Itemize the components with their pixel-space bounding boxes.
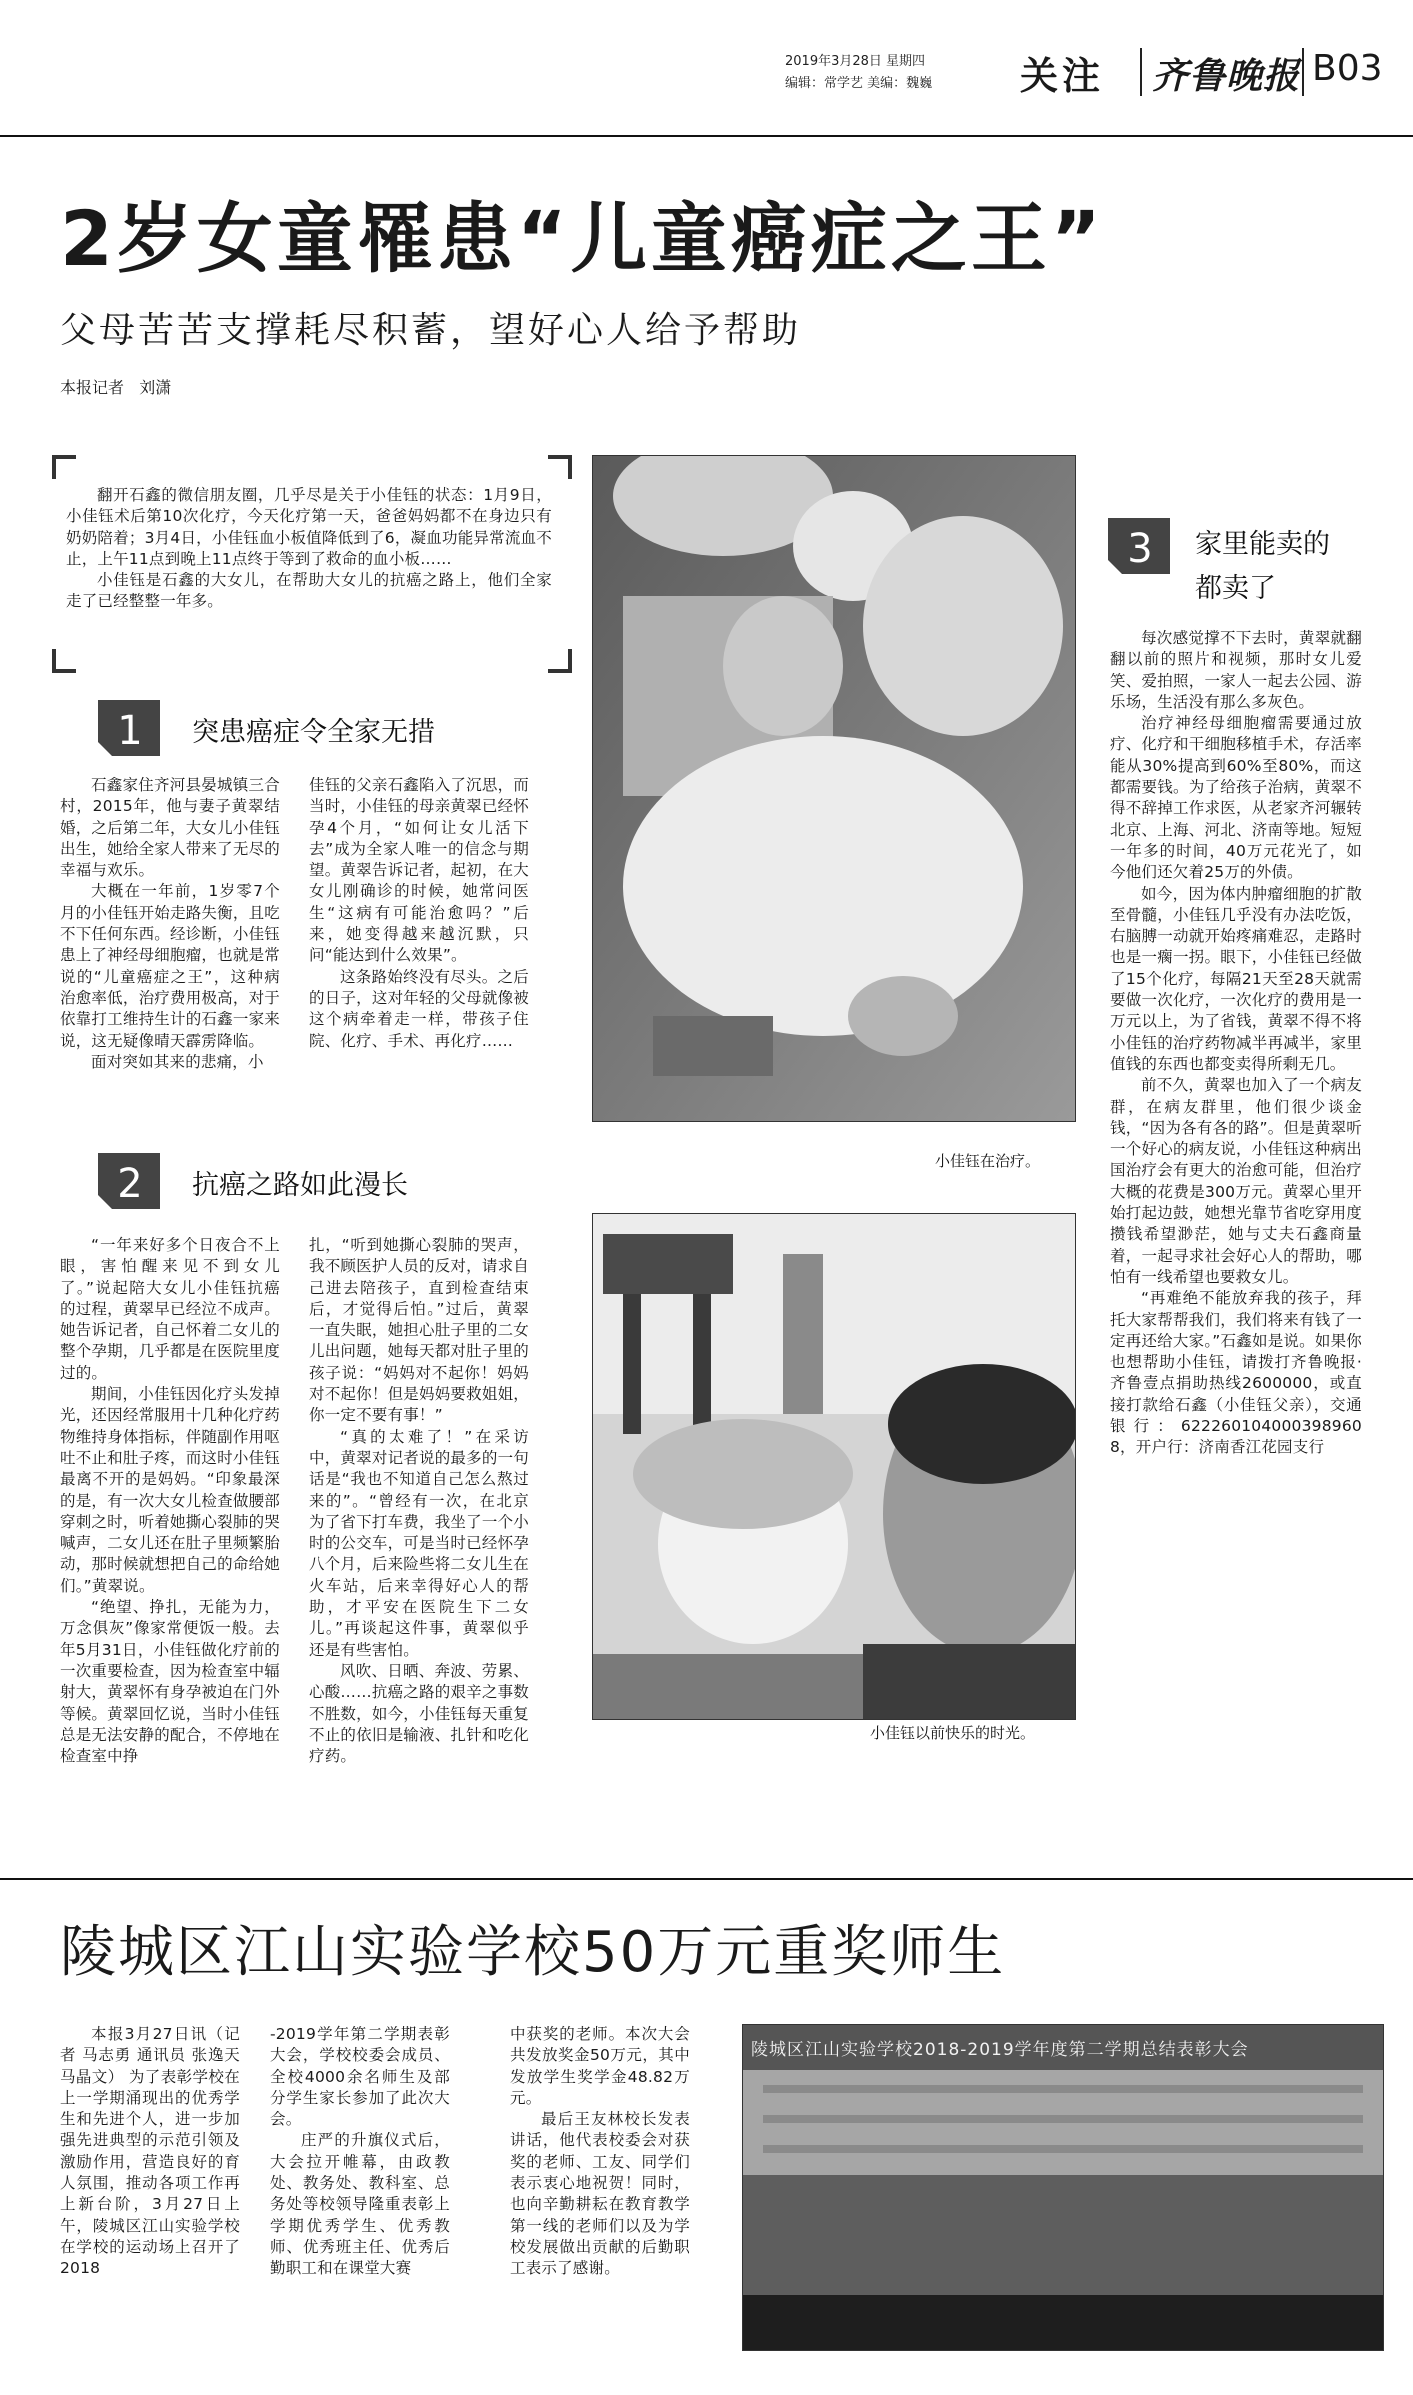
section-number-badge	[98, 700, 160, 756]
paper-logo: 齐鲁晚报	[1152, 55, 1301, 97]
story-divider	[0, 1878, 1413, 1880]
photo-happy-times	[592, 1213, 1076, 1720]
paragraph: 如今，因为体内肿瘤细胞的扩散至骨髓，小佳钰几乎没有办法吃饭，右脑膊一动就开始疼痛难忍，走路时也是一瘸一拐。眼下，小佳钰已经做了15个化疗，每隔21天至28天就需要做一次化疗，一次化疗的费用是一万元以上，为了省钱，黄翠不得不将小佳钰的治疗药物减半再减半，家里值钱的东西也都变卖得所剩无几。	[1110, 884, 1362, 1073]
section-label: 关注	[1020, 54, 1105, 98]
byline: 本报记者 刘潇	[60, 378, 172, 397]
section3-col	[1110, 628, 1362, 1459]
header-rule	[0, 135, 1413, 137]
paragraph: 治疗神经母细胞瘤需要通过放疗、化疗和干细胞移植手术，存活率能从30%提高到60%至80%，而这都需要钱。为了给孩子治病，黄翠不得不辞掉工作求医，从老家齐河辗转北京、上海、河北、济南等地。短短一年多的时间，40万元花光了，如今他们还欠着25万的外债。	[1110, 714, 1362, 882]
section-number: 3	[1127, 526, 1153, 572]
paragraph: -2019学年第二学期表彰大会，学校校委会成员、全校4000余名师生及部分学生家长参加了此次大会。	[270, 2025, 450, 2129]
intro-corner-tl	[52, 455, 76, 479]
issue-date: 2019年3月28日 星期四	[785, 54, 926, 69]
intro-corner-bl	[52, 649, 76, 673]
photo2-caption: 小佳钰以前快乐的时光。	[870, 1724, 1036, 1742]
paragraph: 庄严的升旗仪式后，大会拉开帷幕，由政教处、教务处、教科室、总务处等校领导隆重表彰上学期优秀学生、优秀教师、优秀班主任、优秀后勤职工和在课堂大赛	[270, 2131, 450, 2278]
paragraph: 石鑫家住齐河县晏城镇三合村，2015年，他与妻子黄翠结婚，之后第二年，大女儿小佳钰出生，她给全家人带来了无尽的幸福与欢乐。	[60, 776, 280, 880]
paragraph: “再难绝不能放弃我的孩子，拜托大家帮帮我们，我们将来有钱了一定再还给大家。”石鑫如是说。如果你也想帮助小佳钰，请拨打齐鲁晚报·齐鲁壹点捐助热线2600000，或直接打款给石鑫（小佳钰父亲），交通银行：622260104000398960​8，开户行：济南香江花园支行	[1110, 1289, 1362, 1457]
paragraph: “绝望、挣扎，无能为力，万念俱灰”像家常便饭一般。去年5月31日，小佳钰做化疗前的一次重要检查，因为检查室中辐射大，黄翠怀有身孕被迫在门外等候。黄翠回忆说，当时小佳钰总是无法安静的配合，不停地在检查室中挣	[60, 1598, 280, 1766]
story2-col2	[270, 2024, 450, 2280]
paragraph: “一年来好多个日夜合不上眼，害怕醒来见不到女儿了。”说起陪大女儿小佳钰抗癌的过程，黄翠早已经泣不成声。她告诉记者，自己怀着二女儿的整个孕期，几乎都是在医院里度过的。	[60, 1236, 280, 1382]
paragraph: 本报3月27日讯（记者 马志勇 通讯员 张逸天 马晶文） 为了表彰学校在上一学期涌现出的优秀学生和先进个人，进一步加强先进典型的示范引领及激励作用，营造良好的育人氛围，推动各项工作再上新台阶，3月27日上午，陵城区江山实验学校在学校的运动场上召开了2018	[60, 2025, 240, 2278]
section-number: 2	[117, 1161, 143, 1207]
section-title: 突患癌症令全家无措	[192, 717, 435, 748]
section-title-line1: 家里能卖的	[1195, 529, 1330, 560]
page-number: B03	[1312, 48, 1383, 89]
subheadline: 父母苦苦支撑耗尽积蓄，望好心人给予帮助	[60, 310, 802, 351]
section1-col1	[60, 775, 280, 1073]
paragraph: 最后王友林校长发表讲话，他代表校委会对获奖的老师、工友、同学们表示衷心地祝贺！同时，也向辛勤耕耘在教育教学第一线的老师们以及为学校发展做出贡献的后勤职工表示了感谢。	[510, 2110, 690, 2278]
paragraph: 风吹、日晒、奔波、劳累、心酸……抗癌之路的艰辛之事数不胜数，如今，小佳钰每天重复不止的依旧是输液、扎针和吃化疗药。	[309, 1661, 529, 1766]
paragraph: 中获奖的老师。本次大会共发放奖金50万元，其中发放学生奖学金48.82万元。	[510, 2025, 690, 2107]
section1-col2	[309, 775, 529, 1052]
section-number-badge	[1108, 518, 1170, 574]
paragraph: 每次感觉撑不下去时，黄翠就翻翻以前的照片和视频，那时女儿爱笑、爱拍照，一家人一起去公园、游乐场，生活没有那么多灰色。	[1110, 629, 1362, 711]
intro-box	[52, 455, 572, 673]
intro-text	[66, 485, 552, 613]
headline-2: 陵城区江山实验学校50万元重奖师生	[60, 1920, 1006, 1985]
intro-paragraph: 翻开石鑫的微信朋友圈，几乎尽是关于小佳钰的状态：1月9日，小佳钰术后第10次化疗，今天化疗第一天，爸爸妈妈都不在身边只有奶奶陪着；3月4日，小佳钰血小板值降低到了6，凝血功能异常流血不止，上午11点到晚上11点终于等到了救命的血小板……	[66, 486, 552, 568]
photo-illustration	[593, 456, 1075, 1121]
photo-illustration	[743, 2025, 1383, 2350]
editors-line: 编辑：常学艺 美编：魏巍	[785, 76, 933, 91]
header-divider	[1140, 48, 1142, 96]
photo-award-ceremony	[742, 2024, 1384, 2351]
photo-child-in-treatment	[592, 455, 1076, 1122]
photo1-caption: 小佳钰在治疗。	[935, 1152, 1041, 1170]
paragraph: 这条路始终没有尽头。之后的日子，这对年轻的父母就像被这个病牵着走一样，带孩子住院、化疗、手术、再化疗……	[309, 967, 529, 1050]
ceremony-banner-text: 陵城区江山实验学校2018-2019学年度第二学期总结表彰大会	[751, 2040, 1249, 2060]
paragraph: 面对突如其来的悲痛，小	[91, 1052, 264, 1071]
paragraph: 大概在一年前，1岁零7个月的小佳钰开始走路失衡，且吃不下任何东西。经诊断，小佳钰患上了神经母细胞瘤，也就是常说的“儿童癌症之王”，这种病治愈率低，治疗费用极高，对于依靠打工维持生计的石鑫一家来说，这无疑像晴天霹雳降临。	[60, 882, 280, 1050]
paragraph: “真的太难了！”在采访中，黄翠对记者说的最多的一句话是“我也不知道自己怎么熬过来的”。“曾经有一次，在北京为了省下打车费，我坐了一个小时的公交车，可是当时已经怀孕八个月，后来险些将二女儿生在火车站，后来幸得好心人的帮助，才平安在医院生下二女儿。”再谈起这件事，黄翠似乎还是有些害怕。	[309, 1427, 529, 1659]
paragraph: 前不久，黄翠也加入了一个病友群，在病友群里，他们很少谈金钱，“因为各有各的路”。但是黄翠听一个好心的病友说，小佳钰这种病出国治疗会有更大的治愈可能，但治疗大概的花费是300万元。黄翠心里开始打起边鼓，她想光靠节省吃穿用度攒钱希望渺茫，她与丈夫石鑫商量着，一起寻求社会好心人的帮助，哪怕有一线希望也要救女儿。	[1110, 1076, 1362, 1286]
header-divider-2	[1302, 48, 1304, 96]
photo-illustration	[593, 1214, 1075, 1719]
story2-col3	[510, 2024, 690, 2280]
section-title-line2: 都卖了	[1195, 573, 1276, 604]
paragraph: 扎，“听到她撕心裂肺的哭声，我不顾医护人员的反对，请求自己进去陪孩子，直到检查结束后，才觉得后怕。”过后，黄翠一直失眠，她担心肚子里的二女儿出问题，她每天都对肚子里的孩子说：“妈妈对不起你！妈妈对不起你！但是妈妈要救姐姐，你一定不要有事！”	[309, 1236, 529, 1425]
paragraph: 期间，小佳钰因化疗头发掉光，还因经常服用十几种化疗药物维持身体指标，伴随副作用呕吐不止和肚子疼，而这时小佳钰最离不开的是妈妈。“印象最深的是，有一次大女儿检查做腰部穿刺之时，听着她撕心裂肺的哭喊声，二女儿还在肚子里频繁胎动，那时候就想把自己的命给她们。”黄翠说。	[60, 1385, 280, 1595]
intro-corner-tr	[548, 455, 572, 479]
section-title: 抗癌之路如此漫长	[192, 1170, 408, 1201]
section-number: 1	[117, 708, 143, 754]
headline: 2岁女童罹患“儿童癌症之王”	[60, 194, 1105, 283]
paragraph: 佳钰的父亲石鑫陷入了沉思，而当时，小佳钰的母亲黄翠已经怀孕4个月，“如何让女儿活下去”成为全家人唯一的信念与期望。黄翠告诉记者，起初，在大女儿刚确诊的时候，她常问医生“这病有可能治愈吗？”后来，她变得越来越沉默，只问“能达到什么效果”。	[309, 776, 529, 965]
story2-col1	[60, 2024, 240, 2280]
section2-col1	[60, 1235, 280, 1767]
intro-paragraph: 小佳钰是石鑫的大女儿，在帮助大女儿的抗癌之路上，他们全家走了已经整整一年多。	[66, 571, 552, 611]
section2-col2	[309, 1235, 529, 1767]
section-number-badge	[98, 1153, 160, 1209]
intro-corner-br	[548, 649, 572, 673]
